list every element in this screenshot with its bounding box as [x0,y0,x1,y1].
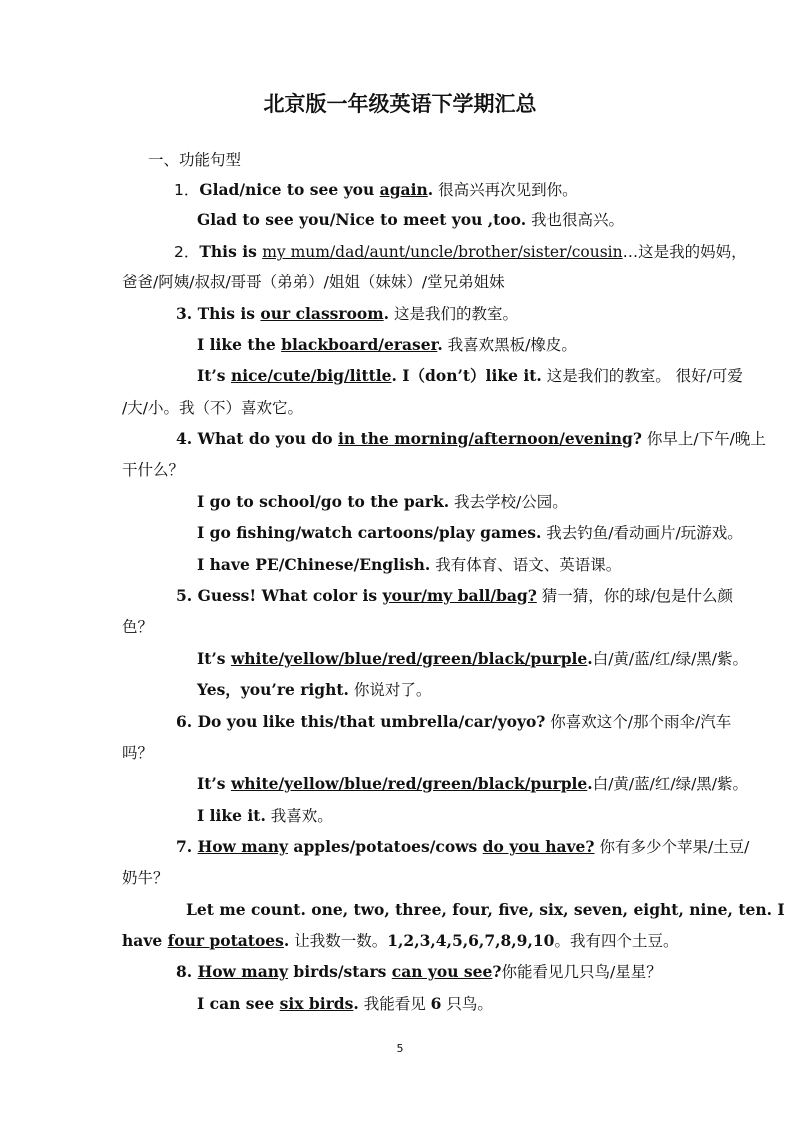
chinese-text: 你早上/下午/晚上 [641,430,766,448]
chinese-text: 干什么？ [122,461,185,479]
text-line [122,743,153,763]
chinese-text: 猜一猜，你的球/包是什么颜 [536,587,733,605]
underlined-phrase: our classroom [260,304,384,323]
underlined-phrase: in the morning/afternoon/evening [338,429,633,448]
chinese-text: 很高兴再次见到你。 [433,181,578,199]
text-line [122,398,303,418]
text-line [176,586,733,606]
chinese-text: 白/黄/蓝/红/绿/黑/紫。 [592,650,749,668]
underlined-phrase: your/my ball/bag? [382,586,537,605]
english-text: I can see [197,994,280,1013]
english-text: It’s [197,366,231,385]
chinese-text: 我喜欢黑板/橡皮。 [442,336,577,354]
english-text: . I（don’t）like it. [391,366,542,385]
english-text: I go fishing/watch cartoons/play games. [197,523,542,542]
text-line [122,272,505,292]
text-line [197,492,568,512]
underlined-phrase: again [379,180,428,199]
text-line [197,774,748,794]
section-heading: 一、功能句型 [148,151,242,169]
english-text: ? [632,429,642,448]
english-text: . [437,335,443,354]
english-text: It’s [197,774,231,793]
text-line [197,994,493,1014]
chinese-text: 1． [174,181,200,199]
chinese-text: 我有体育、语文、英语课。 [430,556,622,574]
underlined-phrase: four potatoes [167,931,284,950]
chinese-text: /大/小。我（不）喜欢它。 [122,399,303,417]
chinese-text: 只鸟。 [441,995,493,1013]
text-line [122,868,169,888]
chinese-text: 我也很高兴。 [526,211,625,229]
english-text: I like the [197,335,282,354]
underlined-phrase: white/yellow/blue/red/green/black/purple [230,774,588,793]
chinese-text: 我能看见 [358,995,431,1013]
english-text: Glad/nice to see you [199,180,380,199]
english-text: have [122,931,168,950]
english-text: 4. What do you do [176,429,339,448]
chinese-text: 。我有四个土豆。 [554,932,679,950]
text-line [174,242,747,262]
chinese-text: 色？ [122,618,154,636]
english-text: It’s [197,649,231,668]
text-line [176,429,766,449]
english-text: apples/potatoes/cows [288,837,483,856]
english-text: . [383,304,390,323]
english-text: 7. [176,837,198,856]
underlined-phrase: nice/cute/big/little [230,366,392,385]
english-text: Let me count. one, two, three, four, five, six, seven, eight, nine, ten. I [186,900,785,919]
underlined-phrase: my mum/dad/aunt/uncle/brother/sister/cousin [262,243,623,261]
english-text: . [353,994,359,1013]
chinese-text: …这是我的妈妈， [622,243,747,261]
underlined-phrase: How many [197,962,289,981]
chinese-text: 这是我们的教室。 [389,305,518,323]
english-text: ? [492,962,502,981]
english-text: 8. [176,962,198,981]
underlined-phrase: can you see [391,962,493,981]
text-line [197,366,743,386]
english-text: . [587,774,593,793]
text-line [122,617,153,637]
english-text: . [587,649,593,668]
english-text: 1,2,3,4,5,6,7,8,9,10 [387,931,555,950]
chinese-text: 2． [174,243,200,261]
english-text: I go to school/go to the park. [197,492,450,511]
chinese-text: 吗？ [122,744,154,762]
chinese-text: 我去钓鱼/看动画片/玩游戏。 [541,524,743,542]
text-line [197,335,577,355]
text-line [176,712,731,732]
english-text: . [283,931,290,950]
text-line [176,837,749,857]
english-text: birds/stars [288,962,392,981]
page-number: 5 [396,1042,404,1055]
underlined-phrase: do you have? [482,837,595,856]
english-text: I like it. [197,806,266,825]
text-line [122,460,184,480]
text-line [122,931,678,951]
chinese-text: 你说对了。 [348,681,432,699]
page-title: 北京版一年级英语下学期汇总 [263,92,537,116]
text-line [197,210,624,230]
text-line [197,555,621,575]
chinese-text: 你喜欢这个/那个雨伞/汽车 [545,713,732,731]
text-line [176,962,662,982]
text-line [176,304,518,324]
text-line [186,900,785,920]
text-line [174,180,578,200]
text-line [197,649,748,669]
english-text: 6 [430,994,442,1013]
chinese-text: 奶牛？ [122,869,169,887]
english-text: 3. This is [176,304,261,323]
chinese-text: 让我数一数。 [289,932,388,950]
chinese-text: 你有多少个苹果/土豆/ [594,838,750,856]
text-line [197,523,743,543]
english-text: 5. Guess! What color is [176,586,383,605]
chinese-text: 你能看见几只鸟/星星？ [501,963,662,981]
chinese-text: 我去学校/公园。 [449,493,568,511]
chinese-text: 我喜欢。 [265,807,333,825]
english-text: This is [199,242,263,261]
text-line [197,806,333,826]
chinese-text: 白/黄/蓝/红/绿/黑/紫。 [592,775,749,793]
underlined-phrase: blackboard/eraser [281,335,438,354]
english-text: . [427,180,434,199]
chinese-text: 这是我们的教室。 很好/可爱 [541,367,743,385]
english-text: 6. Do you like this/that umbrella/car/yoyo? [176,712,546,731]
english-text: Glad to see you/Nice to meet you ,too. [197,210,527,229]
underlined-phrase: six birds [279,994,354,1013]
underlined-phrase: white/yellow/blue/red/green/black/purple [230,649,588,668]
english-text: I have PE/Chinese/English. [197,555,431,574]
english-text: Yes，you’re right. [197,680,349,699]
underlined-phrase: How many [197,837,289,856]
chinese-text: 爸爸/阿姨/叔叔/哥哥（弟弟）/姐姐（妹妹）/堂兄弟姐妹 [122,273,505,291]
text-line [197,680,431,700]
